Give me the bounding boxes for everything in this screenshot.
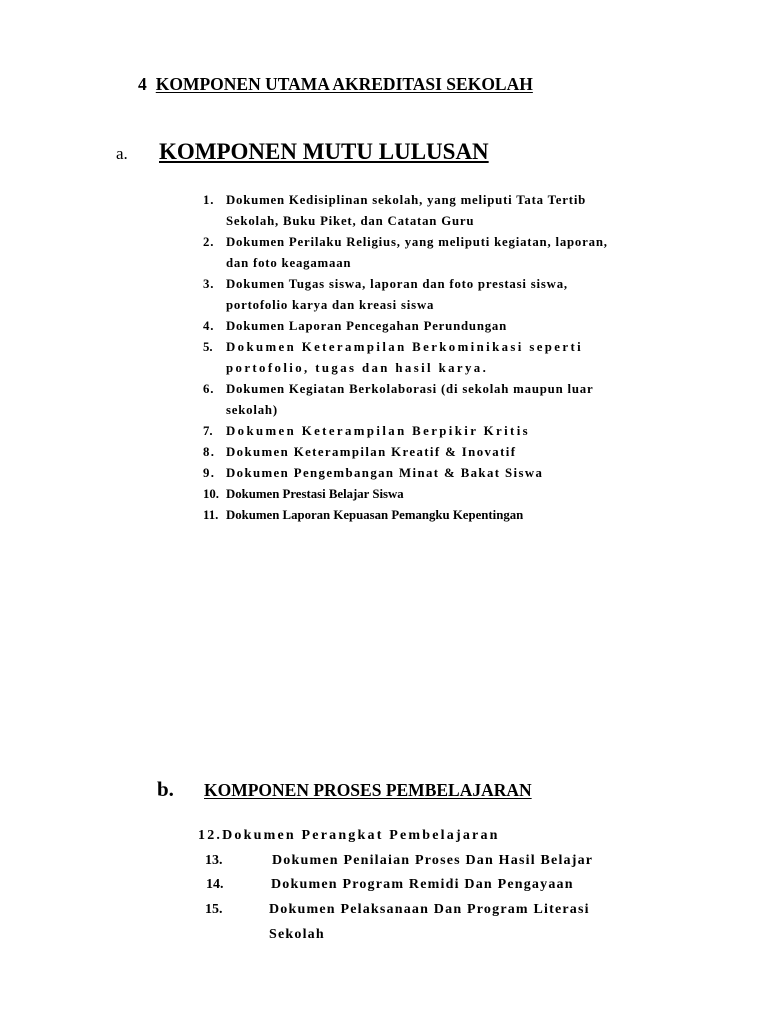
list-item-text: Dokumen Keterampilan Berpikir Kritis [226, 424, 531, 438]
list-item-text: Dokumen Penilaian Proses Dan Hasil Belajar [272, 853, 594, 868]
list-item-text: Dokumen Kegiatan Berkolaborasi (di sekolah maupun luar [226, 382, 594, 396]
list-item-number: 1. [203, 193, 215, 207]
list-item-text: Dokumen Keterampilan Berkominikasi seperti [226, 340, 584, 354]
list-item-number: 13. [205, 853, 223, 868]
list-item-number: 14. [206, 877, 224, 892]
list-item-number: 8. [203, 445, 216, 459]
section-a-title: KOMPONEN MUTU LULUSAN [159, 139, 489, 164]
list-item-text: dan foto keagamaan [226, 256, 352, 270]
list-item-number: 7. [203, 424, 213, 438]
list-item-text: Dokumen Program Remidi Dan Pengayaan [271, 877, 574, 892]
section-b-title: KOMPONEN PROSES PEMBELAJARAN [204, 780, 532, 800]
list-item [203, 484, 703, 505]
title-text: KOMPONEN UTAMA AKREDITASI SEKOLAH [155, 74, 533, 94]
list-item-number: 3. [203, 277, 215, 291]
list-item-text: Dokumen Kedisiplinan sekolah, yang meliputi Tata Tertib [226, 193, 587, 207]
document-title [138, 74, 533, 95]
list-item-text: Sekolah [269, 927, 325, 942]
list-item-text: Dokumen Pengembangan Minat & Bakat Siswa [226, 466, 544, 480]
list-item [203, 379, 703, 421]
list-item [203, 505, 703, 526]
list-item-number: 6. [203, 382, 215, 396]
list-item-text: Dokumen Tugas siswa, laporan dan foto prestasi siswa, [226, 277, 568, 291]
list-item [203, 337, 703, 379]
list-item-text: portofolio karya dan kreasi siswa [226, 298, 435, 312]
list-item-number: 11. [203, 508, 219, 522]
list-item-text: Sekolah, Buku Piket, dan Catatan Guru [226, 214, 475, 228]
title-number: 4 [138, 74, 147, 94]
section-a-letter: a. [116, 144, 128, 163]
list-item-number: 10. [203, 487, 219, 501]
list-item: 12.Dokumen Perangkat Pembelajaran [198, 828, 500, 843]
list-item-number: 9. [203, 466, 216, 480]
list-item-text: Dokumen Prestasi Belajar Siswa [226, 487, 404, 501]
list-item [203, 274, 703, 316]
list-item-number: 4. [203, 319, 215, 333]
list-item [203, 463, 703, 484]
list-item-text: Dokumen Pelaksanaan Dan Program Literasi [269, 902, 590, 917]
list-item [203, 316, 703, 337]
list-item-text: sekolah) [226, 403, 278, 417]
list-item-text: Dokumen Laporan Kepuasan Pemangku Kepentingan [226, 508, 524, 522]
section-a-list [203, 190, 703, 526]
list-item-text: portofolio, tugas dan hasil karya. [226, 361, 489, 375]
list-item-number: 2. [203, 235, 215, 249]
list-item [203, 421, 703, 442]
list-item-text: Dokumen Laporan Pencegahan Perundungan [226, 319, 508, 333]
list-item [203, 190, 703, 232]
list-item [203, 232, 703, 274]
list-item-number: 5. [203, 340, 213, 354]
section-b-letter: b. [157, 777, 174, 801]
list-item [203, 442, 703, 463]
list-item-text: Dokumen Perilaku Religius, yang meliputi kegiatan, laporan, [226, 235, 608, 249]
list-item-number: 15. [205, 902, 223, 917]
list-item-text: Dokumen Keterampilan Kreatif & Inovatif [226, 445, 517, 459]
